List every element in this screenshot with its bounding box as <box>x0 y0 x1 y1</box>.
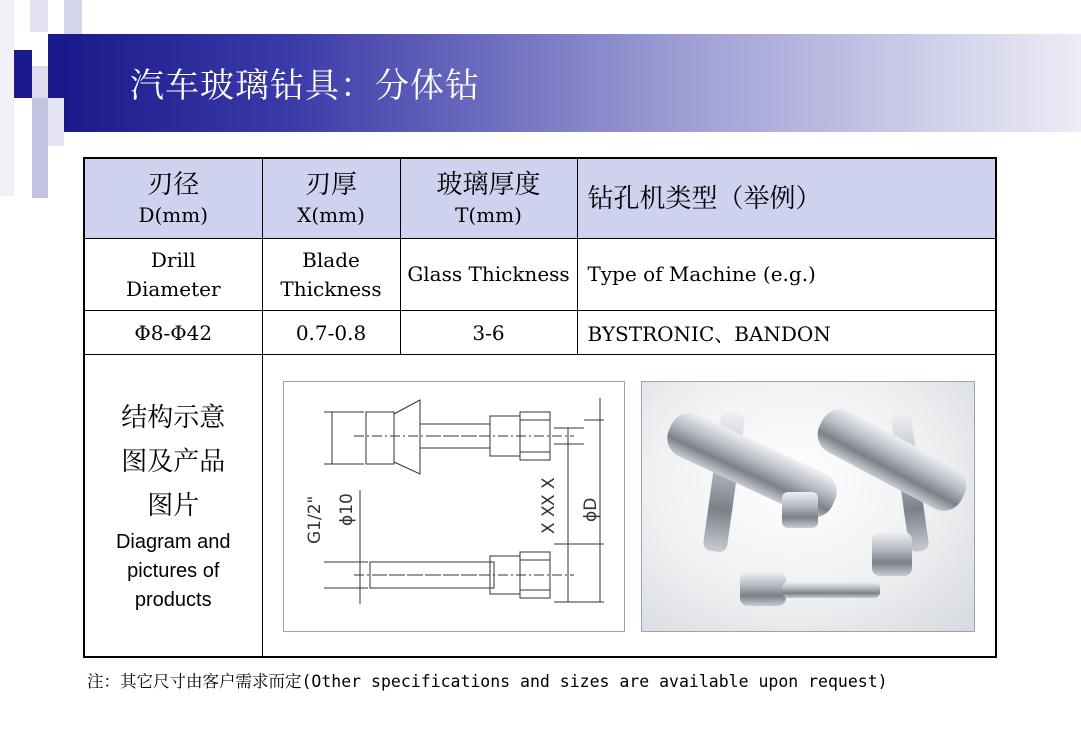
decor-square <box>0 0 14 196</box>
cell-machine-type: Type of Machine (e.g.) <box>577 239 996 311</box>
decor-square <box>32 66 48 98</box>
header-row <box>84 158 996 239</box>
value-thickness: 0.7-0.8 <box>262 311 400 355</box>
values-row <box>84 311 996 355</box>
product-photo <box>641 381 975 632</box>
page-title: 汽车玻璃钻具：分体钻 <box>130 66 480 106</box>
drill-left <box>660 406 843 553</box>
value-glass: 3-6 <box>400 311 577 355</box>
drawing-label-diameter: ϕD <box>580 497 601 522</box>
drawing-label-shank: ϕ10 <box>336 493 357 526</box>
cell-blade-thickness: Blade Thickness <box>262 239 400 311</box>
header-cell-machine: 钻孔机类型（举例） <box>577 158 996 239</box>
cell-glass-thickness: Glass Thickness <box>400 239 577 311</box>
decor-square <box>14 50 32 98</box>
english-row <box>84 239 996 311</box>
drawing-label-x1: X X <box>538 477 559 506</box>
diagram-label-cell: 结构示意 图及产品 图片 Diagram and pictures of products <box>84 355 262 658</box>
spec-table <box>83 157 997 658</box>
header-cell-glass: 玻璃厚度 T(mm) <box>400 158 577 239</box>
value-machine: BYSTRONIC、BANDON <box>577 311 996 355</box>
drawing-label-x2: X X <box>538 505 559 534</box>
decor-square <box>32 98 48 198</box>
header-cell-thickness: 刃厚 X(mm) <box>262 158 400 239</box>
footnote: 注：其它尺寸由客户需求而定(Other specifications and sizes are available upon request) <box>87 672 888 691</box>
decor-square <box>30 0 48 32</box>
decor-square <box>48 98 64 146</box>
cell-drill-diameter: Drill Diameter <box>84 239 262 311</box>
technical-drawing <box>283 381 625 632</box>
diagram-row <box>84 355 996 658</box>
drill-bit <box>740 572 880 606</box>
pictures-cell <box>262 355 996 658</box>
header-cell-diameter: 刃径 D(mm) <box>84 158 262 239</box>
drawing-label-thread: G1/2" <box>304 495 325 544</box>
decor-square <box>48 34 64 98</box>
value-diameter: Φ8-Φ42 <box>84 311 262 355</box>
